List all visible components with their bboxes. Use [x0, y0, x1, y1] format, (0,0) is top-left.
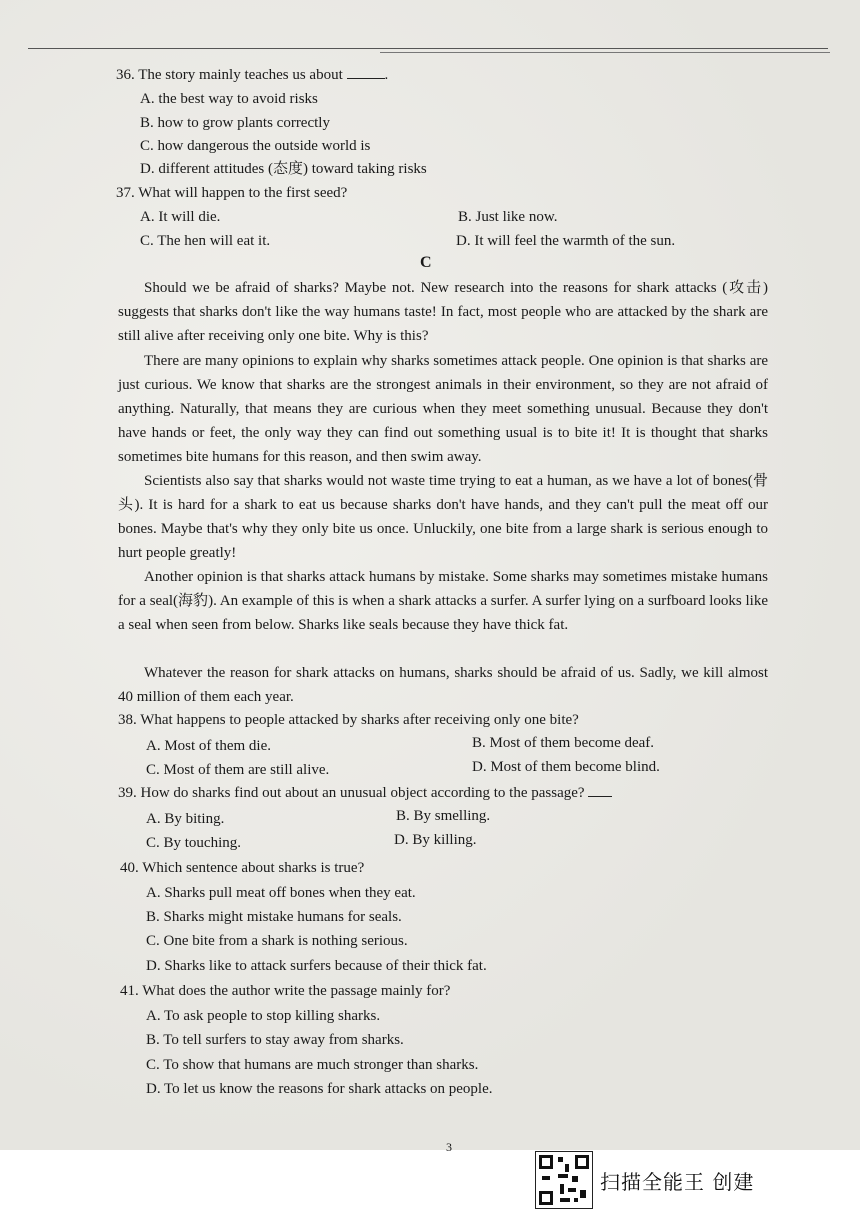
- q40-option-d: D. Sharks like to attack surfers because of their thick fat.: [146, 958, 487, 974]
- header-rule: [28, 48, 828, 49]
- passage-paragraph-3: Scientists also say that sharks would not waste time trying to eat a human, as we have a lot of bones(骨头). It is hard for a shark to eat us because sharks don't have hands, and they can't pull the meat off our bones. Maybe that's why they only bite us once. Unluckily, one bite from a large shark is serious enough to hurt people greatly!: [118, 473, 768, 561]
- q41-option-a: A. To ask people to stop killing sharks.: [146, 1008, 381, 1024]
- q37-option-c: C. The hen will eat it.: [140, 233, 271, 249]
- answer-blank: [347, 78, 385, 79]
- question-36: 36. The story mainly teaches us about .: [116, 67, 389, 83]
- q36-option-c: C. how dangerous the outside world is: [140, 138, 371, 154]
- q39-option-d: D. By killing.: [394, 832, 477, 848]
- question-36-stem: 36. The story mainly teaches us about: [116, 67, 343, 83]
- scanner-watermark: 扫描全能王 创建: [600, 1170, 755, 1194]
- section-label: C: [420, 254, 432, 271]
- q39-option-c: C. By touching.: [146, 835, 242, 851]
- qr-code-icon: [535, 1151, 593, 1209]
- q41-option-d: D. To let us know the reasons for shark attacks on people.: [146, 1081, 493, 1097]
- q36-option-d: D. different attitudes (态度) toward taking risks: [140, 161, 427, 177]
- passage-paragraph-5: Whatever the reason for shark attacks on humans, sharks should be afraid of us. Sadly, we kill almost 40 million of them each year.: [118, 665, 768, 705]
- question-38-stem: 38. What happens to people attacked by sharks after receiving only one bite?: [118, 712, 579, 728]
- q39-option-b: B. By smelling.: [396, 808, 491, 824]
- q38-option-b: B. Most of them become deaf.: [472, 735, 655, 751]
- passage-paragraph-1: Should we be afraid of sharks? Maybe not. New research into the reasons for shark attacks (攻击) suggests that sharks don't like the way humans taste! In fact, most people who are attacked by the shark are still alive after receiving only one bite. Why is this?: [118, 280, 768, 344]
- q38-option-c: C. Most of them are still alive.: [146, 762, 330, 778]
- q40-option-c: C. One bite from a shark is nothing serious.: [146, 933, 408, 949]
- question-39-stem: 39. How do sharks find out about an unusual object according to the passage?: [118, 785, 585, 801]
- q41-option-c: C. To show that humans are much stronger than sharks.: [146, 1057, 479, 1073]
- page-number: 3: [446, 1140, 452, 1154]
- q39-option-a: A. By biting.: [146, 811, 225, 827]
- question-40-stem: 40. Which sentence about sharks is true?: [120, 860, 365, 876]
- q36-option-b: B. how to grow plants correctly: [140, 115, 330, 131]
- question-39: [118, 783, 612, 803]
- q37-option-b: B. Just like now.: [458, 209, 558, 225]
- q38-option-a: A. Most of them die.: [146, 738, 271, 754]
- q41-option-b: B. To tell surfers to stay away from sharks.: [146, 1032, 404, 1048]
- passage-paragraph-4: Another opinion is that sharks attack humans by mistake. Some sharks may sometimes mistake humans for a seal(海豹). An example of this is when a shark attacks a surfer. A surfer lying on a surfboard looks like a seal when seen from below. Sharks like seals because they have thick fat.: [118, 569, 768, 633]
- question-41-stem: 41. What does the author write the passage mainly for?: [120, 983, 451, 999]
- q40-option-a: A. Sharks pull meat off bones when they eat.: [146, 885, 416, 901]
- header-rule-2: [380, 52, 830, 53]
- q38-option-d: D. Most of them become blind.: [472, 759, 660, 775]
- q37-option-a: A. It will die.: [140, 209, 221, 225]
- q40-option-b: B. Sharks might mistake humans for seals.: [146, 909, 402, 925]
- question-37-stem: 37. What will happen to the first seed?: [116, 185, 348, 201]
- passage-paragraph-2: There are many opinions to explain why sharks sometimes attack people. One opinion is that sharks are just curious. We know that sharks are the strongest animals in their environment, so they are not afraid of anything. Naturally, that means they are curious when they meet something unusual. Because they don't have hands or feet, the only way they can find out something usual is to bite it! It is thought that sharks sometimes bite humans for this reason, and then swim away.: [118, 353, 768, 465]
- answer-blank: [588, 796, 612, 797]
- q37-option-d: D. It will feel the warmth of the sun.: [456, 233, 676, 249]
- q36-option-a: A. the best way to avoid risks: [140, 91, 318, 107]
